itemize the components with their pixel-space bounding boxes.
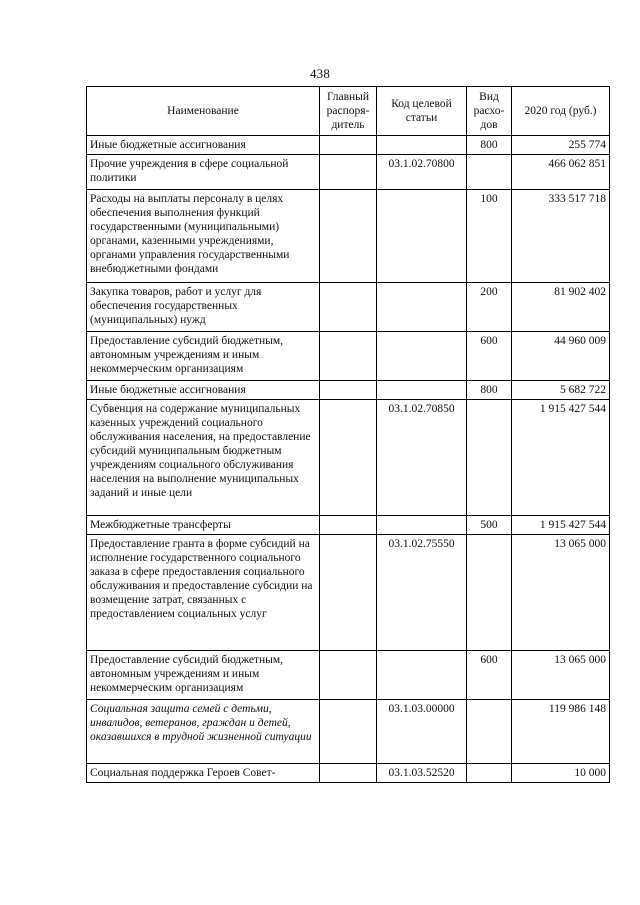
- row-main-manager-cell: [320, 400, 377, 516]
- row-expense-type-cell: [467, 764, 512, 783]
- row-name-cell: Предоставление гранта в форме субсидий на исполнение государственного социального заказа в сфере предоставления социального обслуживания и предоставление субсидии на возмещение затрат, связанных с предоставлением социальных услуг: [87, 535, 320, 651]
- table-row: [87, 136, 610, 155]
- header-expense-type: Вид расхо-дов: [467, 87, 512, 136]
- row-expense-type-cell: 600: [467, 332, 512, 381]
- header-amount-2020: 2020 год (руб.): [512, 87, 610, 136]
- row-amount-cell: 5 682 722: [512, 381, 610, 400]
- row-main-manager-cell: [320, 332, 377, 381]
- page-number: 438: [309, 66, 331, 81]
- row-target-code-cell: 03.1.03.52520: [377, 764, 467, 783]
- table-row: [87, 190, 610, 283]
- row-name-cell: Прочие учреждения в сфере социальной политики: [87, 155, 320, 190]
- row-main-manager-cell: [320, 651, 377, 700]
- row-amount-cell: 10 000: [512, 764, 610, 783]
- row-expense-type-cell: [467, 400, 512, 516]
- row-target-code-cell: [377, 136, 467, 155]
- row-expense-type-cell: 100: [467, 190, 512, 283]
- row-main-manager-cell: [320, 283, 377, 332]
- row-amount-cell: 1 915 427 544: [512, 516, 610, 535]
- row-target-code-cell: [377, 190, 467, 283]
- row-amount-cell: 255 774: [512, 136, 610, 155]
- row-amount-cell: 13 065 000: [512, 535, 610, 651]
- row-main-manager-cell: [320, 700, 377, 764]
- row-target-code-cell: 03.1.02.70800: [377, 155, 467, 190]
- row-name-cell: Расходы на выплаты персоналу в целях обеспечения выполнения функций государственными (муниципальными) органами, казенными учреждениями, органами управления государственными внебюджетными фондами: [87, 190, 320, 283]
- row-target-code-cell: [377, 516, 467, 535]
- table-row: [87, 764, 610, 783]
- row-target-code-cell: [377, 381, 467, 400]
- row-main-manager-cell: [320, 381, 377, 400]
- row-target-code-cell: [377, 283, 467, 332]
- table-row: [87, 155, 610, 190]
- row-target-code-cell: 03.1.03.00000: [377, 700, 467, 764]
- row-main-manager-cell: [320, 136, 377, 155]
- row-expense-type-cell: [467, 155, 512, 190]
- row-name-cell: Иные бюджетные ассигнования: [87, 381, 320, 400]
- row-expense-type-cell: [467, 700, 512, 764]
- row-amount-cell: 333 517 718: [512, 190, 610, 283]
- row-amount-cell: 1 915 427 544: [512, 400, 610, 516]
- budget-table: [86, 86, 610, 783]
- row-target-code-cell: [377, 651, 467, 700]
- table-row: [87, 283, 610, 332]
- table-row: [87, 651, 610, 700]
- table-row: [87, 700, 610, 764]
- row-main-manager-cell: [320, 535, 377, 651]
- row-expense-type-cell: 600: [467, 651, 512, 700]
- table-row: [87, 535, 610, 651]
- row-main-manager-cell: [320, 764, 377, 783]
- row-target-code-cell: 03.1.02.75550: [377, 535, 467, 651]
- row-name-cell: Предоставление субсидий бюджетным, автономным учреждениям и иным некоммерческим организациям: [87, 651, 320, 700]
- row-expense-type-cell: 800: [467, 136, 512, 155]
- row-expense-type-cell: 800: [467, 381, 512, 400]
- row-expense-type-cell: 200: [467, 283, 512, 332]
- row-amount-cell: 119 986 148: [512, 700, 610, 764]
- header-main-manager: Главный распоря-дитель: [320, 87, 377, 136]
- table-row: [87, 381, 610, 400]
- row-amount-cell: 466 062 851: [512, 155, 610, 190]
- row-name-cell: Социальная защита семей с детьми, инвалидов, ветеранов, граждан и детей, оказавшихся в трудной жизненной ситуации: [87, 700, 320, 764]
- table-row: [87, 516, 610, 535]
- table-header-row: [87, 87, 610, 136]
- row-expense-type-cell: [467, 535, 512, 651]
- row-name-cell: Социальная поддержка Героев Совет-: [87, 764, 320, 783]
- row-amount-cell: 13 065 000: [512, 651, 610, 700]
- row-expense-type-cell: 500: [467, 516, 512, 535]
- header-target-code: Код целевой статьи: [377, 87, 467, 136]
- row-name-cell: Предоставление субсидий бюджетным, автономным учреждениям и иным некоммерческим организациям: [87, 332, 320, 381]
- table-row: [87, 400, 610, 516]
- row-name-cell: Иные бюджетные ассигнования: [87, 136, 320, 155]
- row-amount-cell: 44 960 009: [512, 332, 610, 381]
- row-main-manager-cell: [320, 190, 377, 283]
- row-name-cell: Закупка товаров, работ и услуг для обеспечения государственных (муниципальных) нужд: [87, 283, 320, 332]
- header-name: Наименование: [87, 87, 320, 136]
- row-name-cell: Межбюджетные трансферты: [87, 516, 320, 535]
- row-amount-cell: 81 902 402: [512, 283, 610, 332]
- table-row: [87, 332, 610, 381]
- row-main-manager-cell: [320, 155, 377, 190]
- row-name-cell: Субвенция на содержание муниципальных казенных учреждений социального обслуживания населения, на предоставление субсидий муниципальным бюджетным учреждениям социального обслуживания населения на выполнение муниципальных заданий и иные цели: [87, 400, 320, 516]
- row-main-manager-cell: [320, 516, 377, 535]
- row-target-code-cell: [377, 332, 467, 381]
- row-target-code-cell: 03.1.02.70850: [377, 400, 467, 516]
